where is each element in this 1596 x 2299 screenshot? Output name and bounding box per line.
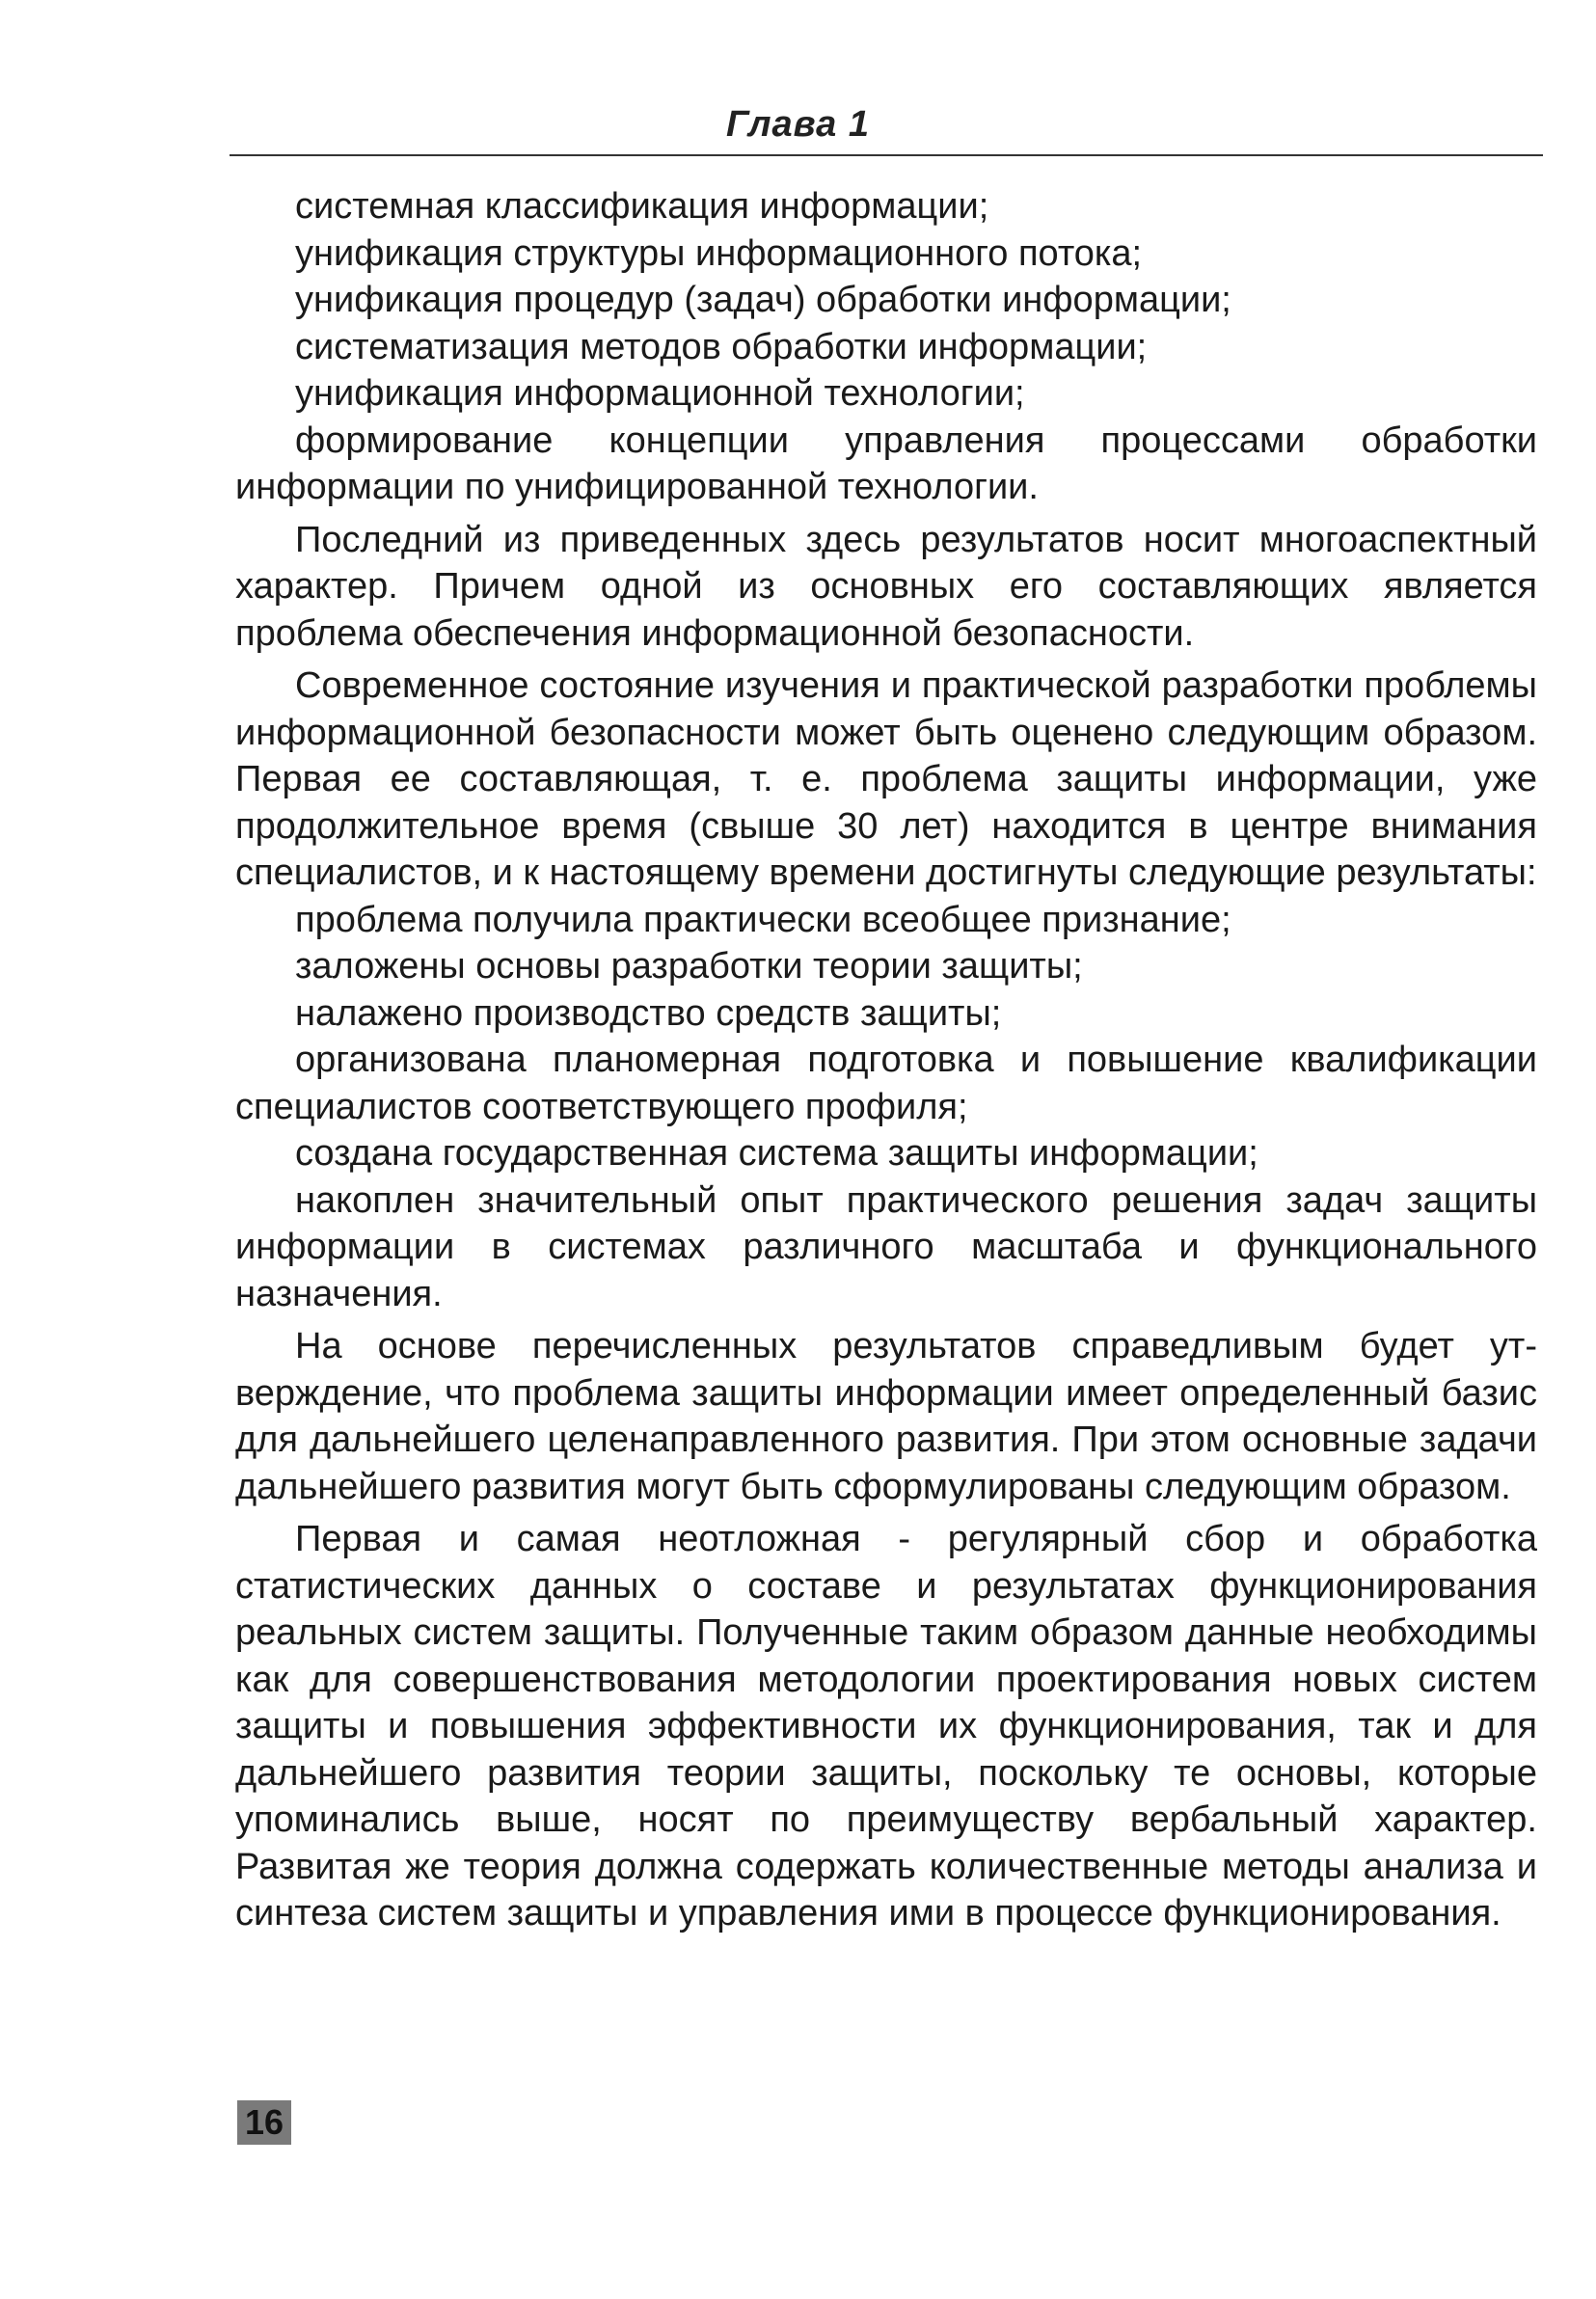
list-item: налажено производство средств защиты; (295, 992, 1002, 1034)
list-item: системная классификация информации; (295, 186, 989, 227)
list-item: формирование концепции управления процессами обработки информации по унифицированной технологии. (235, 419, 1537, 507)
paragraph: Первая и самая неотложная - регулярный сбор и обработка статистических данных о составе и результатах функционирования реальных систем защиты. Полученные таким образом данные необходимы как для совершенствования методологии проектирования новых систем защиты и повышения эффективности их функционирования, так и для дальнейшего развития теории защиты, поскольку те основы, которые упоминались выше, носят по преимуществу вербальный характер. Развитая же теория должна содержать количественные методы анализа и синтеза систем защиты и управления ими в процессе функционирования. (235, 1519, 1537, 1934)
list-item: создана государственная система защиты информации; (295, 1133, 1258, 1174)
header-divider (230, 154, 1543, 156)
paragraph: Последний из приведенных здесь результатов носит многоаспектный характер. Причем одной из основных его составляющих является проблема обеспечения информационной безопасности. (235, 519, 1537, 654)
list-item: систематизация методов обработки информации; (295, 326, 1148, 367)
list-item: унификация информационной технологии; (295, 373, 1025, 414)
list-item: организована планомерная подготовка и повышение квалификации специалистов соответствующего профиля; (235, 1040, 1537, 1127)
list-item: проблема получила практически всеобщее признание; (295, 899, 1231, 940)
list-item: накоплен значительный опыт практического решения задач защиты информации в системах различного масштаба и функционального назначения. (235, 1179, 1537, 1314)
list-item: унификация процедур (задач) обработки информации; (295, 280, 1231, 320)
chapter-title: Глава 1 (726, 104, 870, 145)
list-item: унификация структуры информационного потока; (295, 232, 1143, 274)
page-body (235, 183, 1537, 1937)
paragraph: Современное состояние изучения и практической разработки проблемы информационной безопасности может быть оценено следующим образом. Первая ее составляющая, т. е. проблема защиты информации, уже продолжительное время (свыше 30 лет) находится в центре внимания специалистов, и к настоящему времени достигнуты следующие результаты: (235, 665, 1537, 893)
paragraph: На основе перечисленных результатов справедливым будет утверждение, что проблема защиты информации имеет определенный базис для дальнейшего целенаправленного развития. При этом основные задачи дальнейшего развития могут быть сформулированы следующим образом. (235, 1326, 1537, 1507)
list-item: заложены основы разработки теории защиты; (295, 946, 1083, 987)
page-number: 16 (237, 2100, 291, 2145)
